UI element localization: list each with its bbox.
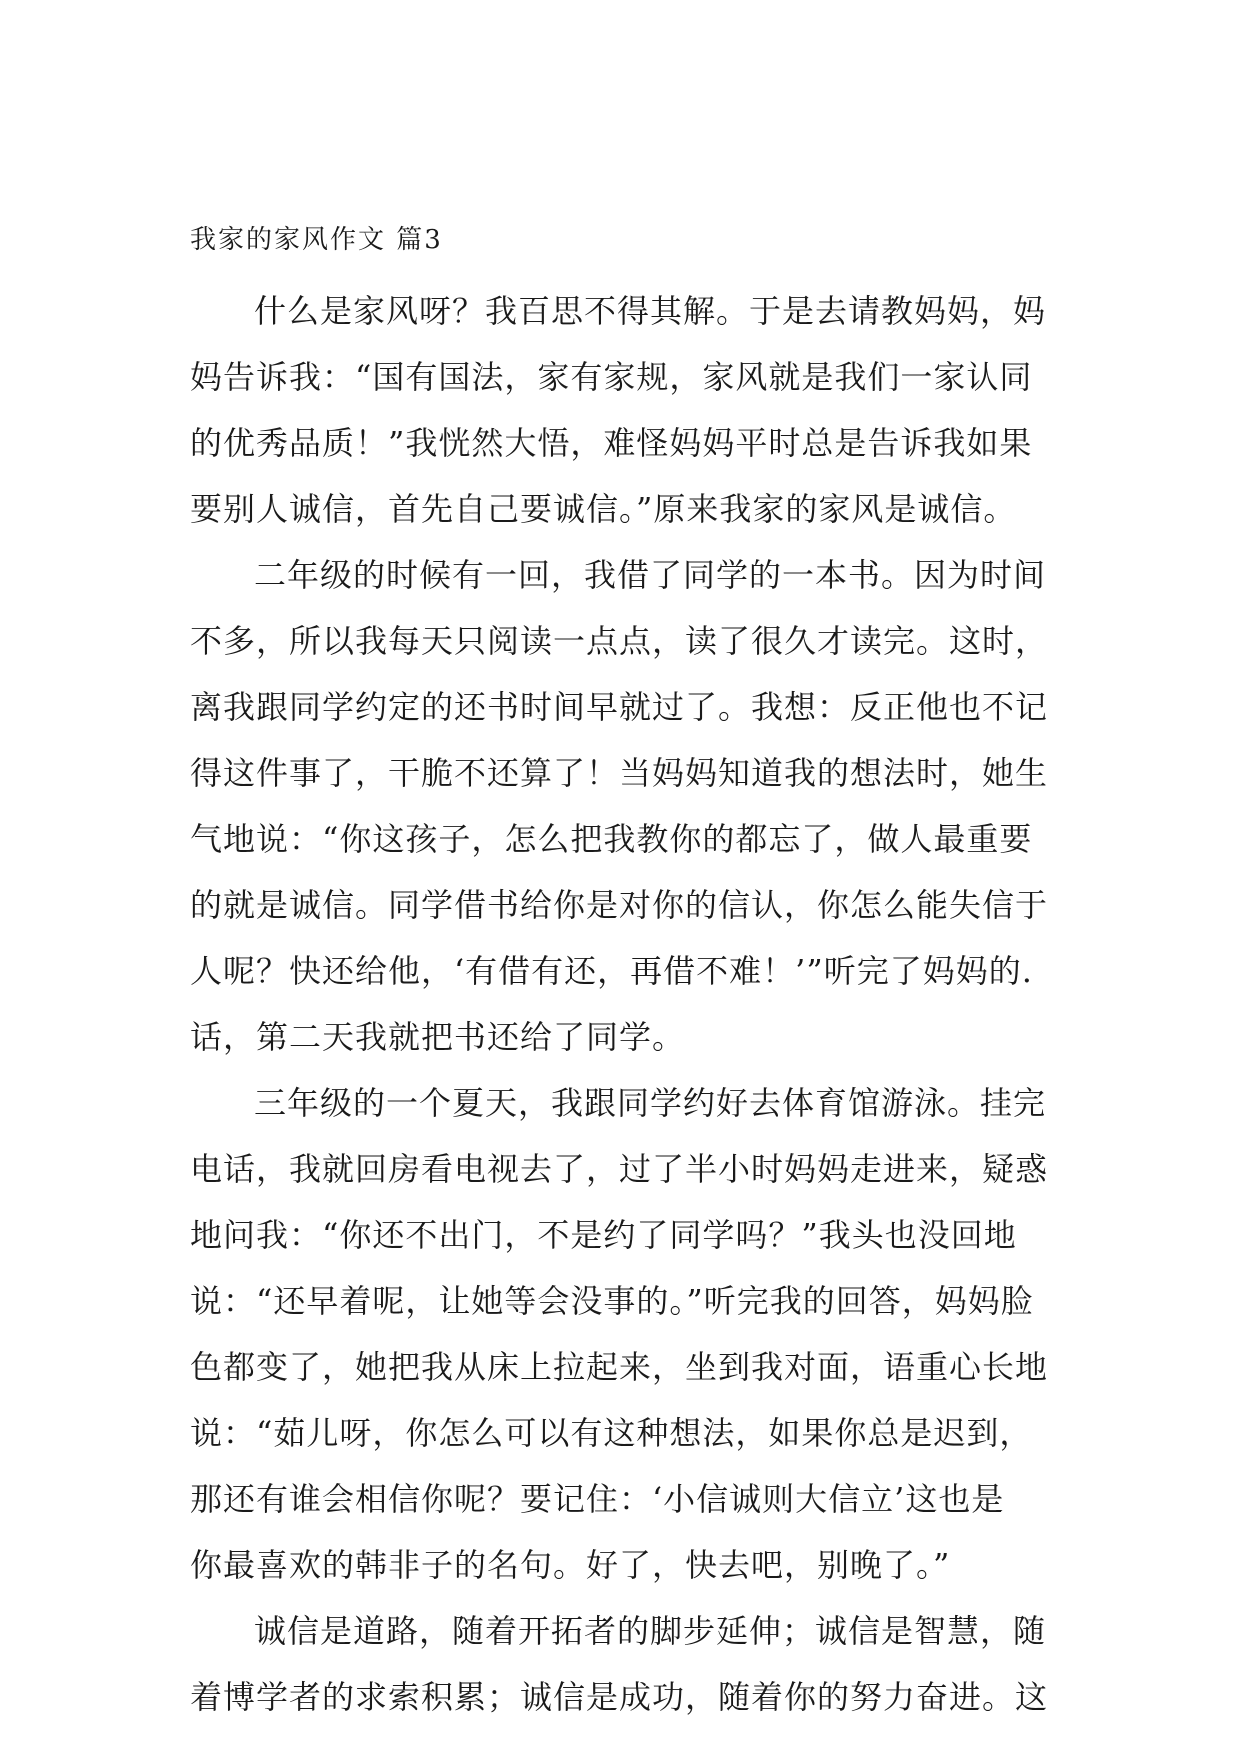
text-line: 妈告诉我：“国有国法，家有家规，家风就是我们一家认同 bbox=[190, 358, 1033, 396]
text-line: 得这件事了，干脆不还算了！当妈妈知道我的想法时，她生 bbox=[190, 754, 1049, 792]
text-line: 的就是诚信。同学借书给你是对你的信认，你怎么能失信于 bbox=[190, 886, 1049, 924]
text-line: 着博学者的求索积累；诚信是成功，随着你的努力奋进。这 bbox=[190, 1678, 1049, 1716]
text-line: 地问我：“你还不出门，不是约了同学吗？”我头也没回地 bbox=[190, 1216, 1017, 1254]
text-line: 说：“还早着呢，让她等会没事的。”听完我的回答，妈妈脸 bbox=[190, 1282, 1034, 1320]
document-body bbox=[190, 278, 1070, 1730]
text-line: 诚信是道路，随着开拓者的脚步延伸；诚信是智慧，随 bbox=[254, 1612, 1047, 1650]
text-line: 说：“茹儿呀，你怎么可以有这种想法，如果你总是迟到， bbox=[190, 1414, 1033, 1452]
text-line: 不多，所以我每天只阅读一点点，读了很久才读完。这时， bbox=[190, 622, 1049, 660]
text-line: 要别人诚信，首先自己要诚信。”原来我家的家风是诚信。 bbox=[190, 490, 1017, 528]
text-line: 那还有谁会相信你呢？要记住：‘小信诚则大信立’这也是 bbox=[190, 1480, 1005, 1518]
text-line: 的优秀品质！”我恍然大悟，难怪妈妈平时总是告诉我如果 bbox=[190, 424, 1033, 462]
text-line: 离我跟同学约定的还书时间早就过了。我想：反正他也不记 bbox=[190, 688, 1049, 726]
text-line: 电话，我就回房看电视去了，过了半小时妈妈走进来，疑惑 bbox=[190, 1150, 1049, 1188]
text-line: 三年级的一个夏天，我跟同学约好去体育馆游泳。挂完 bbox=[254, 1084, 1047, 1122]
text-line: 气地说：“你这孩子，怎么把我教你的都忘了，做人最重要 bbox=[190, 820, 1033, 858]
text-line: 你最喜欢的韩非子的名句。好了，快去吧，别晚了。” bbox=[190, 1546, 951, 1584]
text-line: 人呢？快还给他，‘有借有还，再借不难！’”听完了妈妈的. bbox=[190, 952, 1033, 990]
text-line: 二年级的时候有一回，我借了同学的一本书。因为时间 bbox=[254, 556, 1047, 594]
text-line: 话，第二天我就把书还给了同学。 bbox=[190, 1018, 686, 1056]
text-line: 色都变了，她把我从床上拉起来，坐到我对面，语重心长地 bbox=[190, 1348, 1049, 1386]
document-title: 我家的家风作文 篇3 bbox=[190, 225, 443, 255]
text-line: 什么是家风呀？我百思不得其解。于是去请教妈妈，妈 bbox=[254, 292, 1047, 330]
